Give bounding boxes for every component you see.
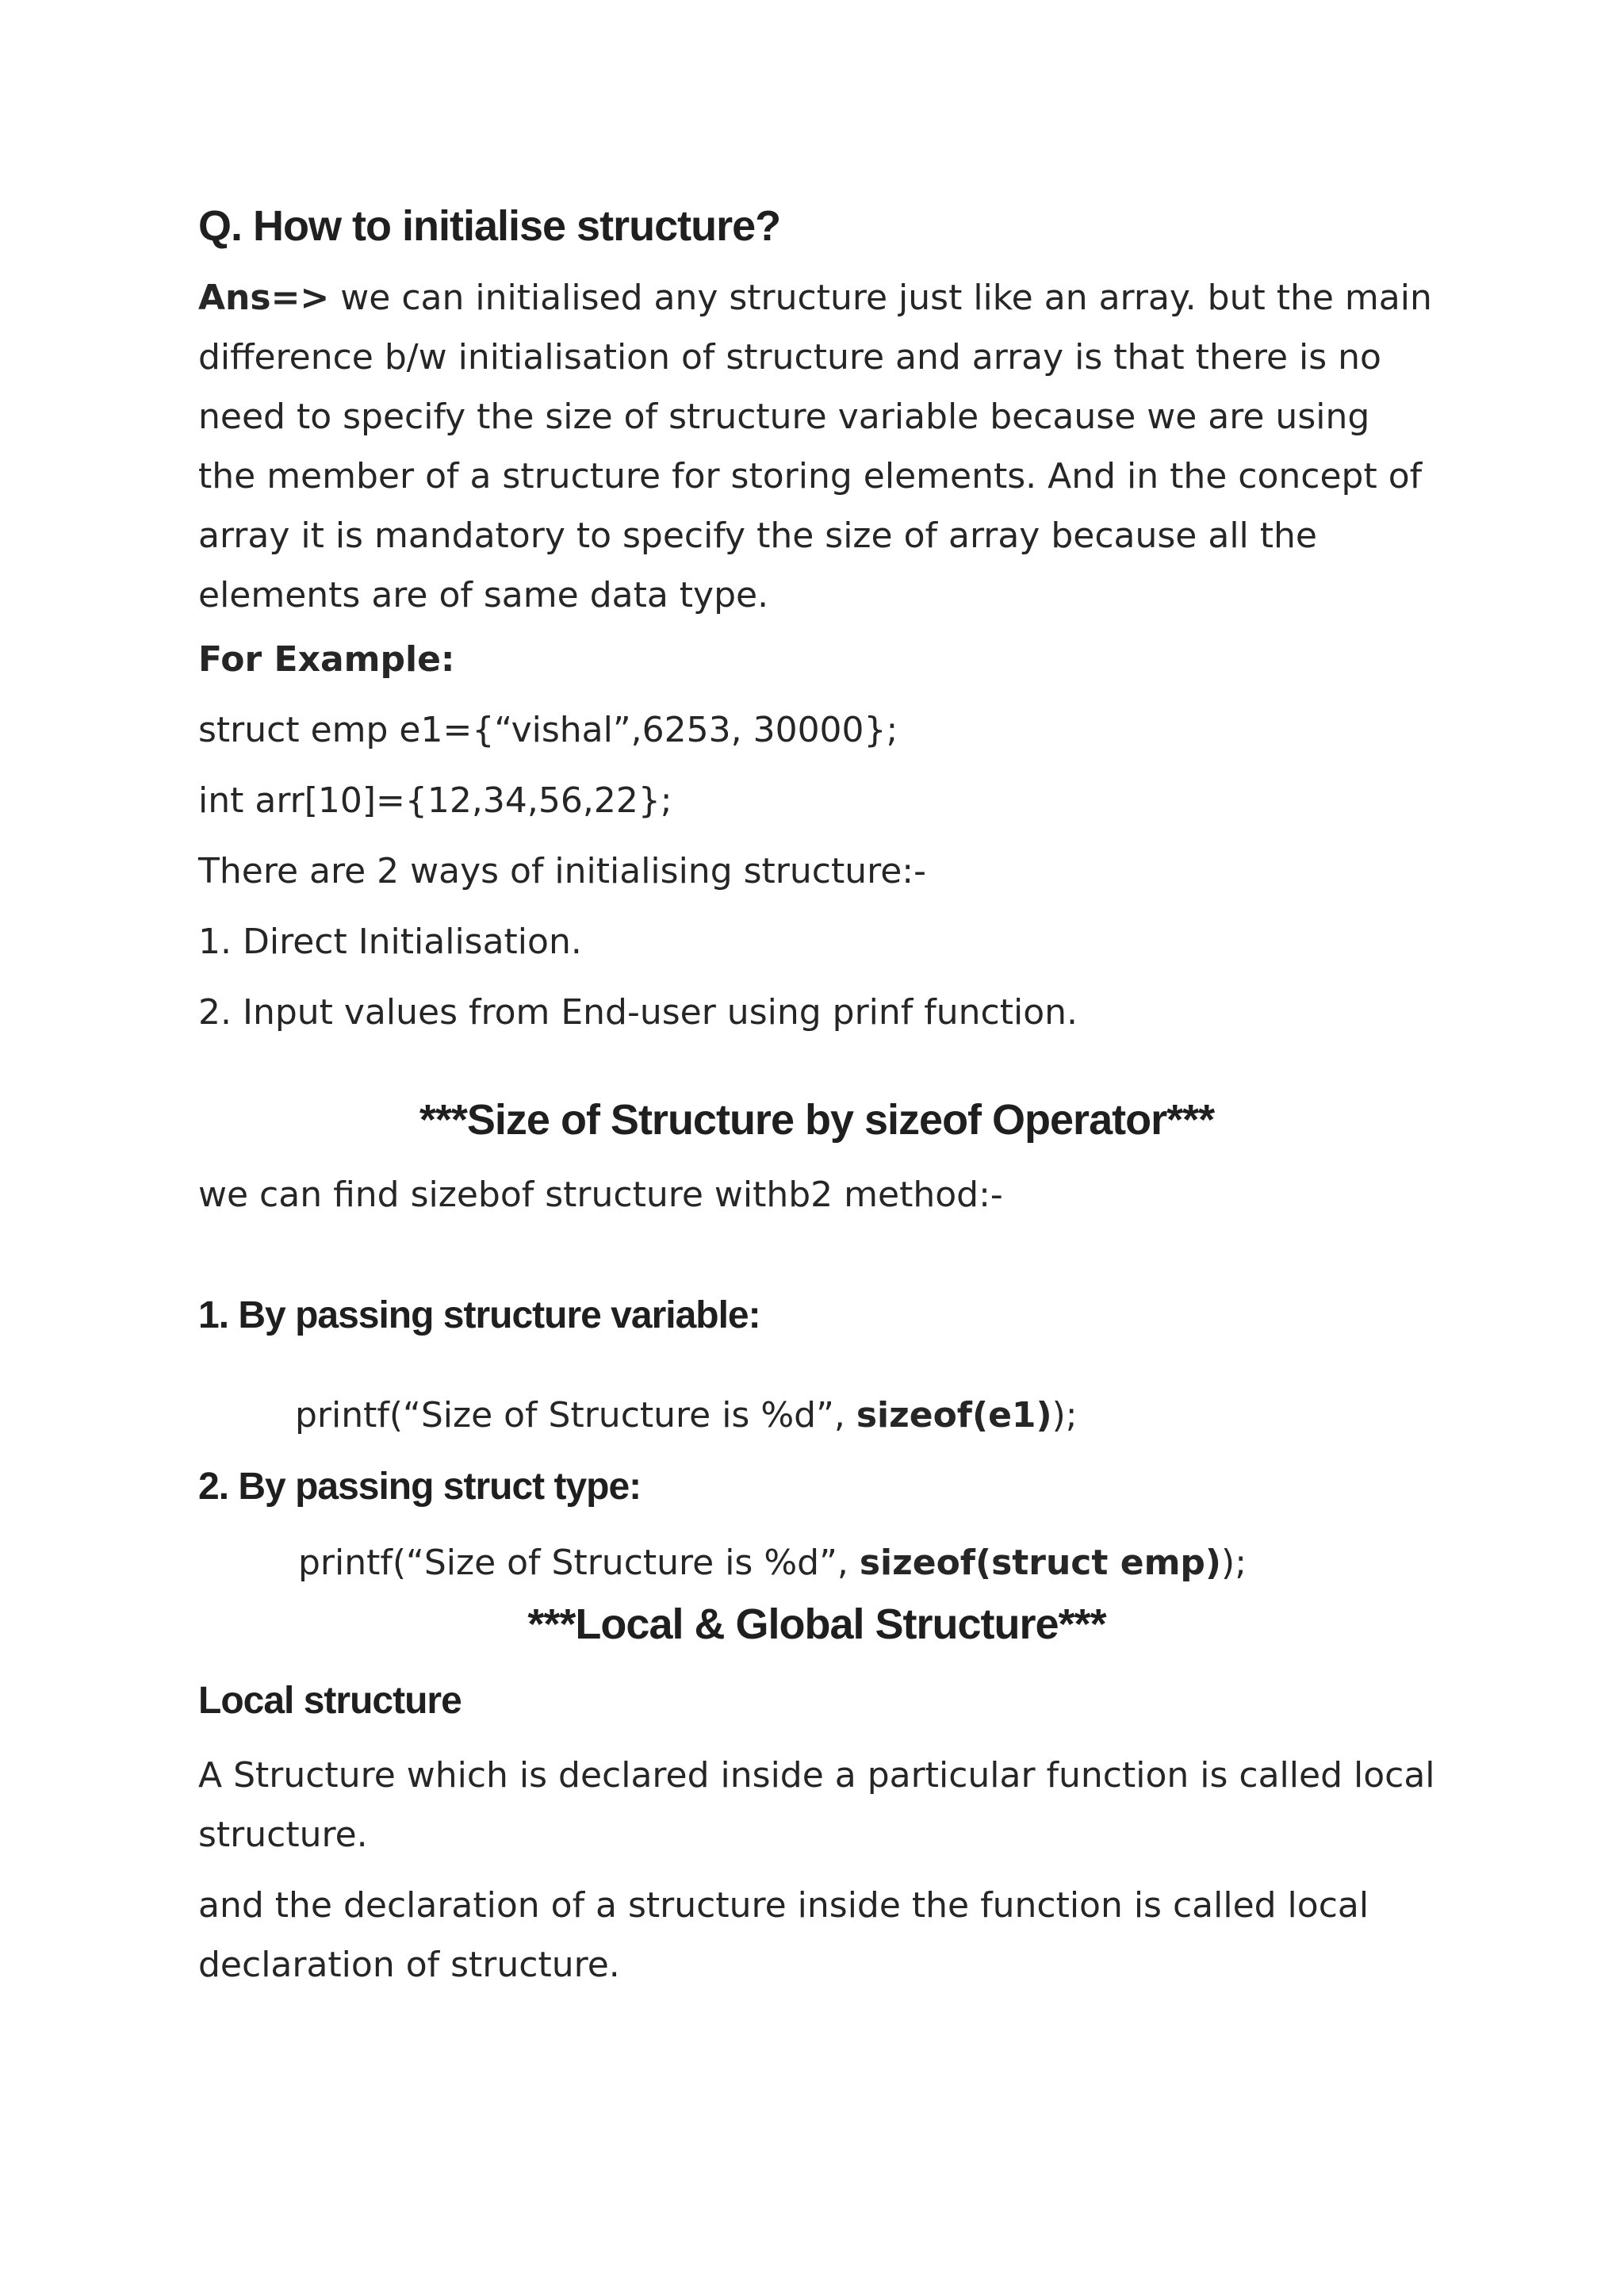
method-2-code-suffix: ); [1221, 1543, 1247, 1583]
method-2-code [198, 1539, 1435, 1587]
example-label: For Example: [198, 639, 455, 680]
question-title: Q. How to initialise structure? [198, 202, 781, 250]
method-1-code [198, 1392, 1435, 1439]
document-page [198, 198, 1435, 1995]
method-2-code-bold: sizeof(struct emp) [859, 1543, 1222, 1583]
sizeof-section-heading: ***Size of Structure by sizeof Operator*** [419, 1096, 1215, 1144]
method-1-code-prefix: printf(“Size of Structure is %d”, [295, 1395, 856, 1435]
answer-text: we can initialised any structure just like an array. but the main difference b/w initialisation of structure and array is that there is no need to specify the size of structure variable because we are using the member of a structure for storing elements. And in the concept of array it is mandatory to specify the size of array because all the elements are of same data type. [198, 278, 1432, 615]
local-global-section-heading: ***Local & Global Structure*** [527, 1600, 1106, 1648]
local-structure-title: Local structure [198, 1680, 462, 1722]
local-structure-definition: A Structure which is declared inside a particular function is called local structure. [198, 1755, 1435, 1855]
ways-intro: There are 2 ways of initialising structure:- [198, 851, 926, 891]
answer-prefix: Ans=> [198, 278, 330, 318]
answer-paragraph [198, 268, 1435, 625]
method-1-code-suffix: ); [1051, 1395, 1078, 1435]
sizeof-intro: we can find sizebof structure withb2 method:- [198, 1175, 1003, 1215]
method-1-code-bold: sizeof(e1) [856, 1395, 1052, 1435]
method-2-code-prefix: printf(“Size of Structure is %d”, [298, 1543, 860, 1583]
way-item-1: 1. Direct Initialisation. [198, 922, 582, 962]
method-2-title: 2. By passing struct type: [198, 1466, 642, 1508]
method-1-title: 1. By passing structure variable: [198, 1294, 760, 1336]
example-struct-code: struct emp e1={“vishal”,6253, 30000}; [198, 710, 898, 750]
way-item-2: 2. Input values from End-user using prinf function. [198, 992, 1078, 1033]
local-structure-declaration: and the declaration of a structure inside the function is called local declaration of structure. [198, 1885, 1369, 1985]
example-array-code: int arr[10]={12,34,56,22}; [198, 780, 672, 821]
